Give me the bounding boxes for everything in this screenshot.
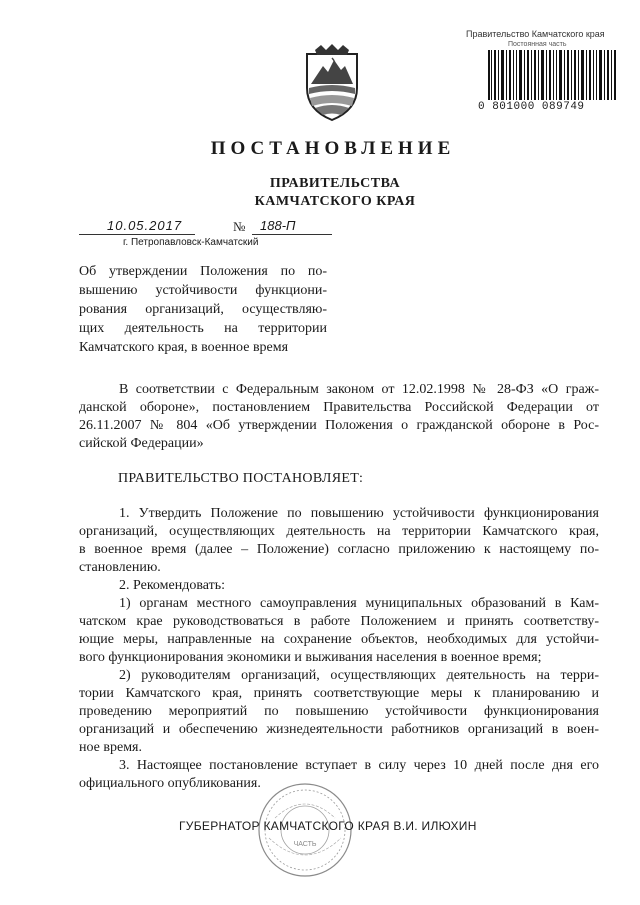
issuer-line-1: ПРАВИТЕЛЬСТВА	[269, 176, 401, 191]
barcode-icon	[488, 50, 616, 100]
subject-line: вышению устойчивости функциони-	[79, 283, 327, 298]
item-1-line: организаций, осуществляющих деятельность на территории Камчатского края,	[79, 524, 599, 539]
document-title: ПОСТАНОВЛЕНИЕ	[210, 138, 456, 159]
coat-of-arms-icon	[303, 44, 361, 122]
subject-line: щих деятельность на территории	[79, 321, 327, 336]
number-sign: №	[233, 219, 246, 234]
item-2-2-line: организаций и обеспечению жизнедеятельности работников организаций в воен-	[79, 722, 599, 737]
item-2-heading: 2. Рекомендовать:	[119, 578, 225, 593]
preamble-line: В соответствии с Федеральным законом от 12.02.1998 № 28-ФЗ «О граж-	[119, 382, 599, 397]
document-number: 188-П	[260, 218, 296, 233]
barcode-number: 0 801000 089749	[478, 101, 585, 113]
item-2-2-line: проведению мероприятий по повышению устойчивости функционирования	[79, 704, 599, 719]
document-subject	[79, 262, 327, 357]
item-1	[79, 505, 599, 577]
stamp-text: ЧАСТЬ	[293, 841, 317, 848]
item-2-2-line: тории Камчатского края, принять соответствующие меры к планированию и	[79, 686, 599, 701]
issuer-line-2: КАМЧАТСКОГО КРАЯ	[254, 194, 416, 209]
preamble-line: сийской Федерации»	[79, 436, 204, 451]
item-1-line: 1. Утвердить Положение по повышению устойчивости функционирования	[119, 506, 599, 521]
preamble	[79, 381, 599, 453]
subject-line: Камчатского края, в военное время	[79, 340, 289, 355]
item-2-2-line: ное время.	[79, 740, 142, 755]
item-1-line: в военное время (далее – Положение) согласно приложению к настоящему по-	[79, 542, 599, 557]
date-underline	[79, 234, 195, 235]
barcode-label: Постоянная часть	[508, 41, 567, 48]
organization-header: Правительство Камчатского края	[466, 29, 605, 39]
resolves-heading: ПРАВИТЕЛЬСТВО ПОСТАНОВЛЯЕТ:	[118, 471, 364, 486]
item-1-line: становлению.	[79, 560, 161, 575]
document-city: г. Петропавловск-Камчатский	[123, 237, 259, 248]
item-2-2-line: 2) руководителям организаций, осуществляющих деятельность на терри-	[119, 668, 599, 683]
item-2-1-line: вого функционирования экономики и выживания населения в военное время;	[79, 650, 542, 665]
item-2-1-line: ющие меры, направленные на сохранение объектов, необходимых для устойчи-	[79, 632, 599, 647]
item-3-line: 3. Настоящее постановление вступает в силу через 10 дней после дня его	[119, 758, 599, 773]
preamble-line: 26.11.2007 № 804 «Об утверждении Положения о гражданской обороне в Рос-	[79, 418, 599, 433]
number-underline	[252, 234, 332, 235]
preamble-line: данской обороне», постановлением Правительства Российской Федерации от	[79, 400, 599, 415]
item-2	[79, 577, 599, 793]
document-date: 10.05.2017	[107, 218, 183, 233]
item-2-1-line: чатском крае руководствоваться в работе Положением и принять соответству-	[79, 614, 599, 629]
governor-signature: ГУБЕРНАТОР КАМЧАТСКОГО КРАЯ В.И. ИЛЮХИН	[179, 819, 477, 833]
item-3-line: официального опубликования.	[79, 776, 261, 791]
subject-line: рования организаций, осуществляю-	[79, 302, 327, 317]
item-2-1-line: 1) органам местного самоуправления муниципальных образований в Кам-	[119, 596, 599, 611]
subject-line: Об утверждении Положения по по-	[79, 264, 327, 279]
